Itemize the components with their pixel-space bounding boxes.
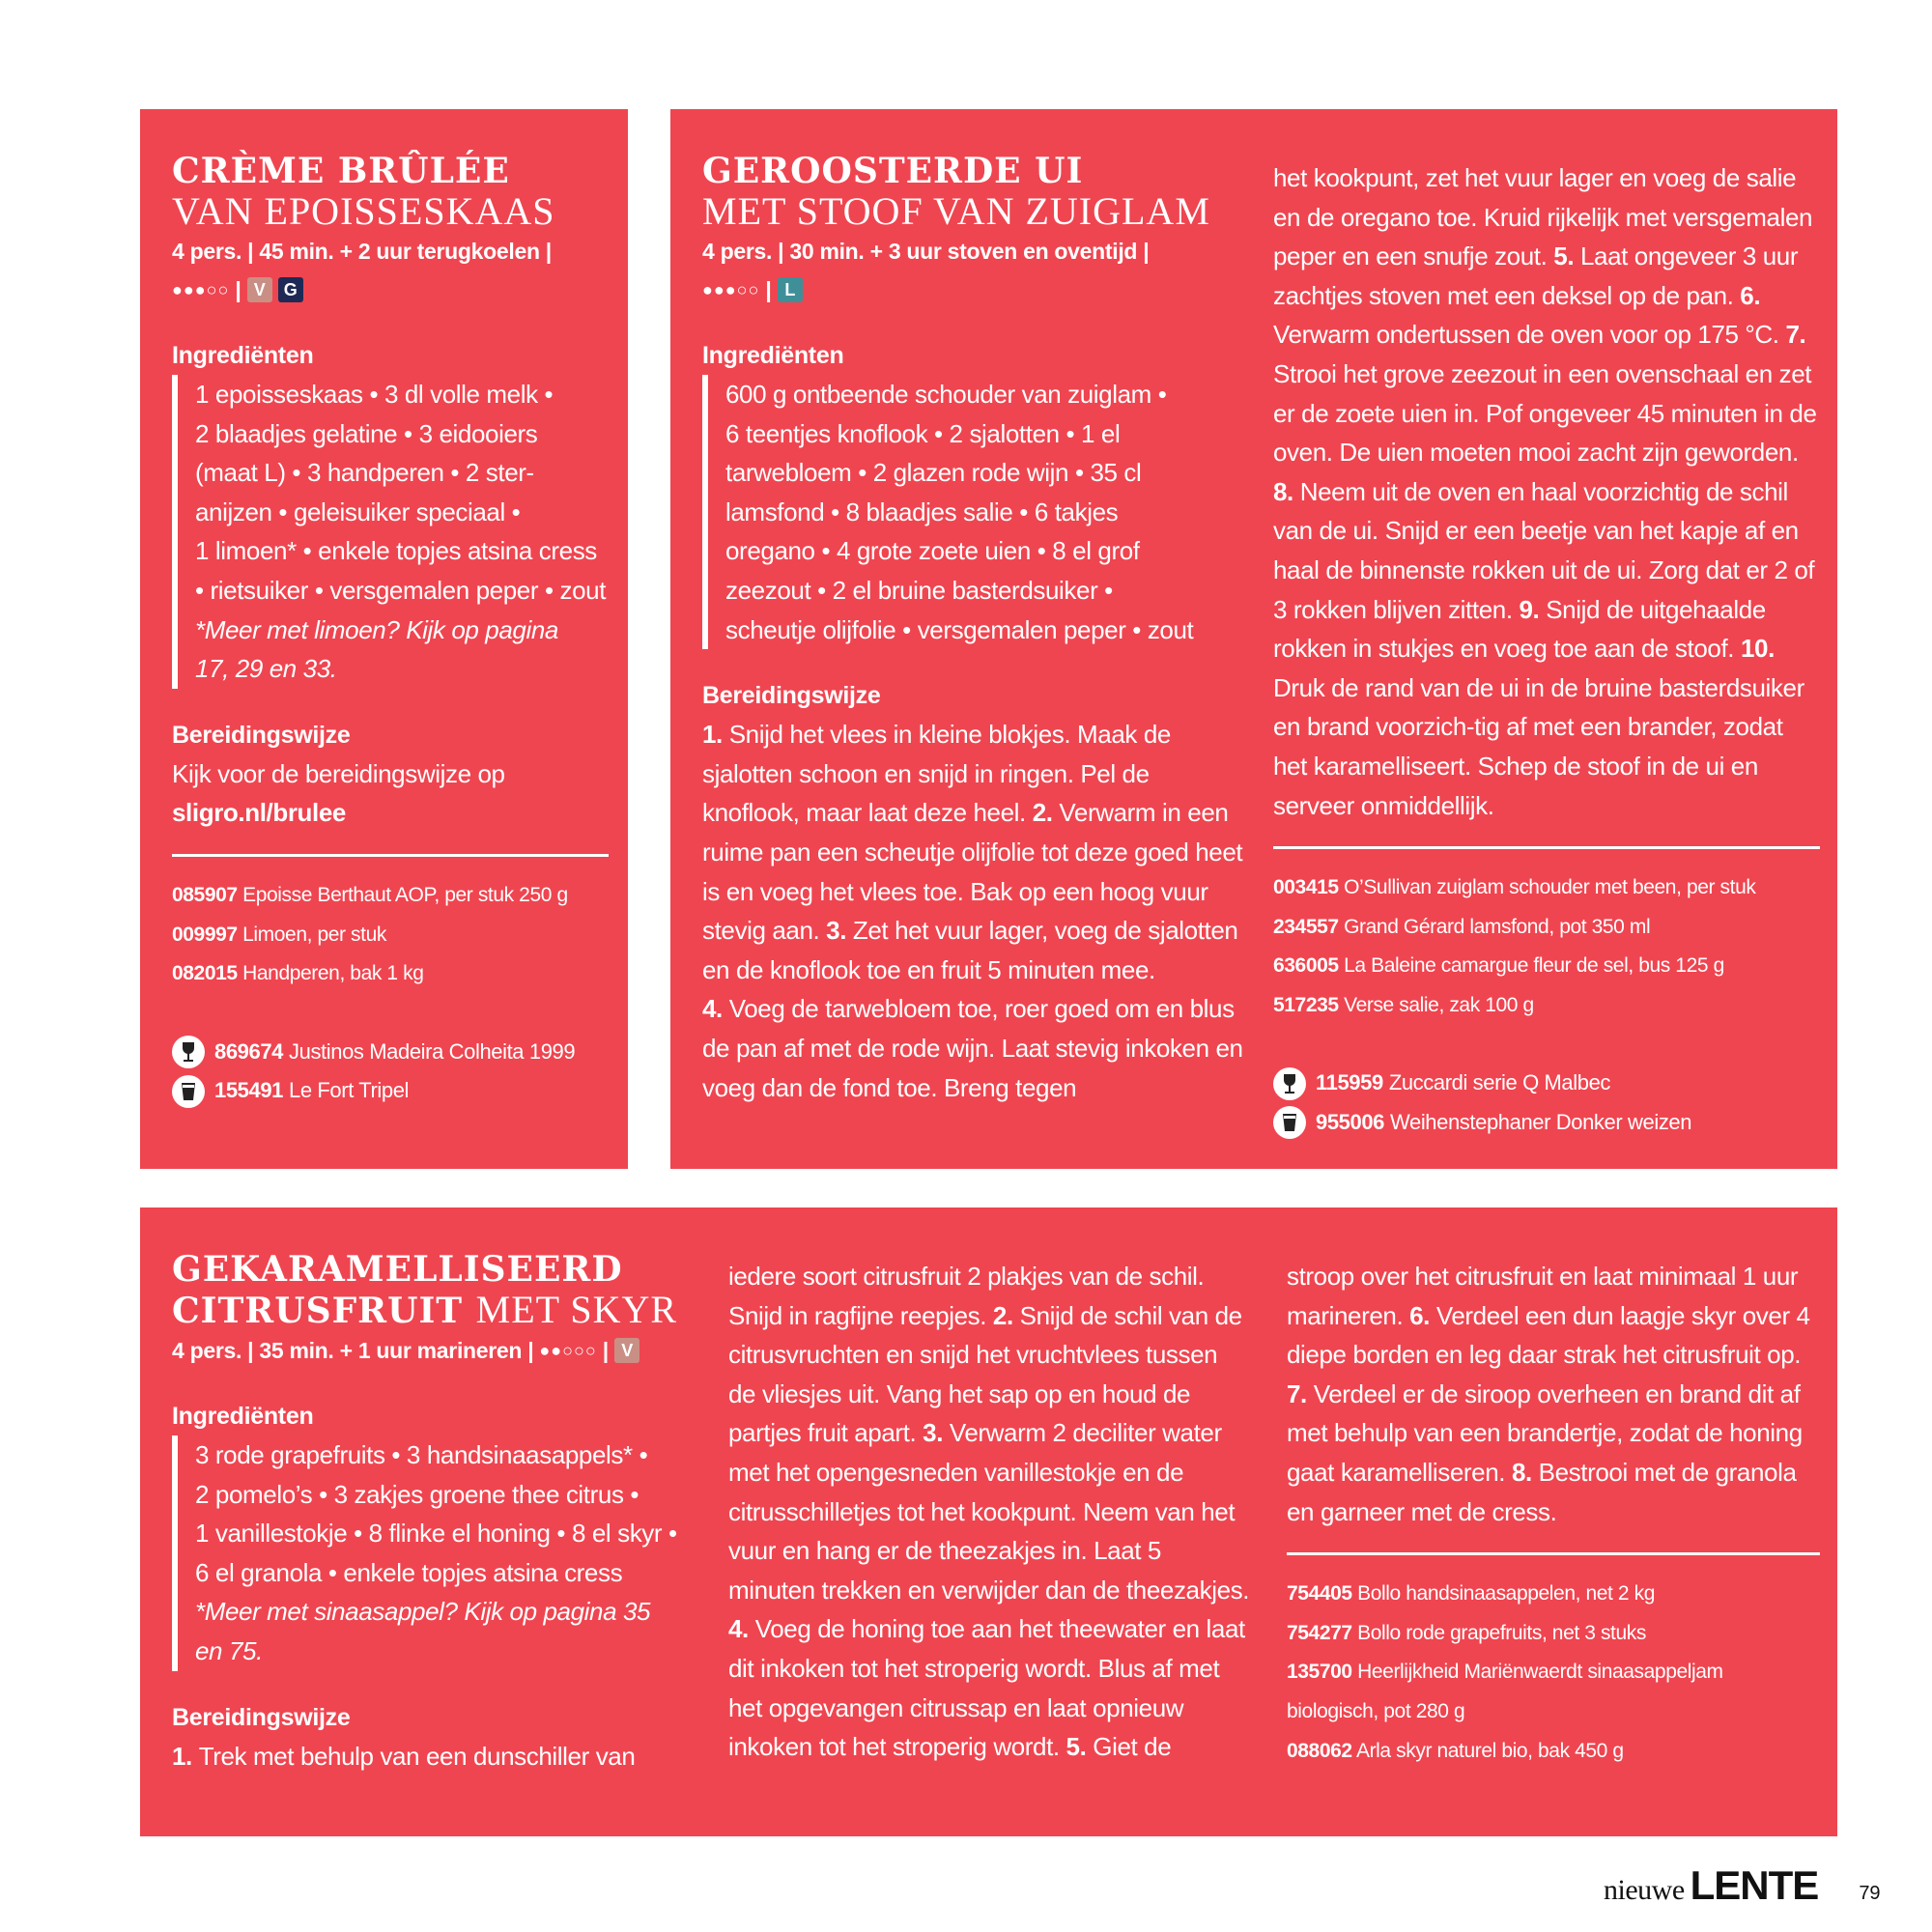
step-text: iedere soort citrusfruit 2 plakjes van de schil. Snijd in ragfijne reepjes. (728, 1262, 1205, 1330)
product-code: 003415 (1273, 876, 1339, 899)
step-text: stroop over het citrusfruit en laat minimaal 1 uur marineren. (1287, 1262, 1799, 1330)
recipe2-column-right (1273, 158, 1820, 1143)
product-name: Grand Gérard lamsfond, pot 350 ml (1344, 915, 1651, 938)
step-text: Verdeel er de siroop overheen en brand dit af met behulp van een brandertje, zodat de honing gaat karamelliseren. (1287, 1378, 1803, 1487)
divider (1287, 1552, 1820, 1555)
step-number: 4. (728, 1614, 749, 1644)
step-text: Trek met behulp van een dunschiller van (191, 1741, 636, 1771)
ingredient-line: 6 teentjes knoflook • 2 sjalotten • 1 el (725, 418, 1121, 448)
recipe2-ingredients (702, 375, 1243, 649)
spacer (1273, 1025, 1820, 1064)
recipe1-ingredients-heading: Ingrediënten (172, 342, 314, 369)
product-code: 517235 (1273, 993, 1339, 1016)
product-line (1287, 1653, 1820, 1692)
product-line (172, 916, 609, 955)
recipe1-column (172, 151, 609, 1111)
ingredient-line: zeezout • 2 el bruine basterdsuiker • (725, 575, 1113, 605)
recipe3-column-right (1287, 1257, 1820, 1771)
recipe1-prep-link[interactable]: sligro.nl/brulee (172, 798, 346, 828)
step-text: Verwarm in een ruime pan een scheutje olijfolie tot deze goed heet is en voeg het vlees toe. Bak op een hoog vuur stevig aan. (702, 798, 1243, 946)
drink-line (1273, 1064, 1820, 1103)
ingredient-line: 2 pomelo’s • 3 zakjes groene thee citrus • (195, 1479, 639, 1509)
product-code: 009997 (172, 923, 238, 946)
product-code: 754405 (1287, 1582, 1352, 1605)
ingredient-line: lamsfond • 8 blaadjes salie • 6 takjes (725, 497, 1119, 526)
recipe1-prep-heading: Bereidingswijze (172, 721, 351, 749)
separator: | (765, 277, 772, 302)
wine-glass-icon (1273, 1067, 1306, 1100)
recipe2-meta: 4 pers. | 30 min. + 3 uur stoven en oventijd | (702, 239, 1150, 264)
recipe3-meta: 4 pers. | 35 min. + 1 uur marineren | (172, 1338, 534, 1363)
product-code: 636005 (1273, 954, 1339, 978)
beer-glass-icon (172, 1075, 205, 1108)
product-name: Verse salie, zak 100 g (1344, 993, 1534, 1016)
drink-name: Le Fort Tripel (289, 1078, 410, 1103)
magazine-name-big: LENTE (1690, 1862, 1819, 1908)
step-number: 6. (1409, 1300, 1430, 1330)
difficulty-dots: ●●●○○ (702, 280, 760, 299)
product-code: 085907 (172, 883, 238, 906)
step-text: Bestrooi met de granola en garneer met de cress. (1287, 1457, 1797, 1526)
step-number: 7. (1287, 1378, 1307, 1408)
product-line (1273, 986, 1820, 1026)
drink-name: Justinos Madeira Colheita 1999 (289, 1038, 576, 1064)
product-line (172, 954, 609, 994)
step-number: 3. (923, 1418, 944, 1448)
recipe2-prep-heading: Bereidingswijze (702, 682, 881, 710)
step-text: Verwarm ondertussen de oven voor op 175 °C. (1273, 320, 1786, 350)
recipe1-difficulty-row (172, 270, 609, 309)
drink-line (172, 1071, 609, 1111)
recipe3-title-line2 (172, 1290, 694, 1331)
ingredient-line: 1 limoen* • enkele topjes atsina cress (195, 536, 597, 566)
step-text: Neem uit de oven en haal voorzichtig de schil van de ui. Snijd er een beetje van het kapje af en haal de binnenste rokken uit de ui. Zorg dat er 2 of 3 rokken blijven zitten. (1273, 476, 1815, 624)
beer-glass-icon (1273, 1106, 1306, 1139)
ingredient-line: tarwebloem • 2 glazen rode wijn • 35 cl (725, 458, 1142, 488)
product-name: Epoisse Berthaut AOP, per stuk 250 g (242, 883, 568, 906)
ingredient-line: • rietsuiker • versgemalen peper • zout (195, 575, 607, 605)
recipe3-column-middle (728, 1257, 1250, 1767)
recipe2-title-light: MET STOOF VAN ZUIGLAM (702, 189, 1210, 233)
product-name: La Baleine camargue fleur de sel, bus 125 g (1344, 954, 1724, 978)
divider (1273, 846, 1820, 849)
magazine-name-small: nieuwe (1604, 1874, 1685, 1906)
product-line (1273, 947, 1820, 986)
step-text: Giet de (1086, 1732, 1172, 1762)
divider (172, 854, 609, 857)
product-line (172, 876, 609, 916)
product-code: 088062 (1287, 1739, 1352, 1762)
product-code: 754277 (1287, 1621, 1352, 1644)
recipe3-steps-part3 (1287, 1257, 1820, 1531)
step-number: 8. (1273, 476, 1293, 506)
ingredient-line: scheutje olijfolie • versgemalen peper • zout (725, 614, 1194, 644)
page-number: 79 (1859, 1883, 1881, 1904)
ingredient-note: 17, 29 en 33. (195, 654, 337, 684)
product-name: Heerlijkheid Mariënwaerdt sinaasappeljam (1357, 1661, 1723, 1684)
step-text: Snijd het vlees in kleine blokjes. Maak de sjalotten schoon en snijd in ringen. Pel de knoflook, maar laat deze heel. (702, 720, 1171, 828)
ingredient-line: anijzen • geleisuiker speciaal • (195, 497, 521, 526)
recipe3-steps-part2 (728, 1257, 1250, 1767)
ingredient-line: oregano • 4 grote zoete uien • 8 el grof (725, 536, 1140, 566)
product-name: biologisch, pot 280 g (1287, 1699, 1465, 1722)
ingredient-line: 6 el granola • enkele topjes atsina cress (195, 1557, 623, 1587)
separator: | (235, 277, 242, 302)
step-text: Verdeel een dun laagje skyr over 4 diepe borden en leg daar strak het citrusfruit op. (1287, 1300, 1810, 1370)
step-number: 10. (1740, 634, 1775, 664)
step-text: Snijd de uitgehaalde rokken in stukjes en voeg toe aan de stoof. (1273, 594, 1766, 664)
product-code: 135700 (1287, 1661, 1352, 1684)
recipe1-products (172, 876, 609, 994)
product-code: 082015 (172, 962, 238, 985)
step-number: 7. (1785, 320, 1806, 350)
recipe1-title-bold: CRÈME BRÛLÉE (172, 151, 510, 191)
wine-glass-icon (172, 1036, 205, 1068)
step-number: 4. (702, 994, 723, 1024)
drink-code: 869674 (214, 1038, 284, 1064)
product-line (1287, 1614, 1820, 1654)
recipe3-title-light: MET SKYR (475, 1288, 678, 1331)
step-number: 5. (1553, 242, 1575, 271)
recipe3-steps-part1 (172, 1737, 694, 1776)
product-name: Handperen, bak 1 kg (242, 962, 424, 985)
badge-l: L (778, 277, 803, 302)
product-name: O’Sullivan zuiglam schouder met been, per stuk (1344, 876, 1756, 899)
spacer (172, 994, 609, 1033)
step-text: Verwarm 2 deciliter water met het opengesneden vanillestokje en de citrusschilletjes tot het kookpunt. Neem van het vuur en hang er de theezakjes in. Laat 5 minuten trekken en verwijder dan de theezakjes. (728, 1418, 1250, 1605)
drink-name: Zuccardi serie Q Malbec (1388, 1070, 1611, 1095)
ingredient-line: 2 blaadjes gelatine • 3 eidooiers (195, 418, 538, 448)
difficulty-dots: ●●●○○ (172, 280, 230, 299)
step-text: het kookpunt, zet het vuur lager en voeg de salie en de oregano toe. Kruid rijkelijk met versgemalen peper en een snufje zout. (1273, 163, 1813, 271)
ingredient-note: en 75. (195, 1635, 263, 1665)
step-text: Voeg de tarwebloem toe, roer goed om en blus de pan af met de rode wijn. Laat stevig inkoken en voeg dan de fond toe. Breng tegen (702, 994, 1243, 1102)
badge-vegetarian: V (614, 1338, 639, 1363)
ingredient-line: 3 rode grapefruits • 3 handsinaasappels* • (195, 1440, 648, 1469)
step-text: Laat ongeveer 3 uur zachtjes stoven met een deksel op de pan. (1273, 242, 1799, 310)
product-name: Bollo rode grapefruits, net 3 stuks (1357, 1621, 1646, 1644)
recipe2-steps-part1 (702, 715, 1243, 1107)
recipe2-ingredients-heading: Ingrediënten (702, 342, 844, 369)
drink-code: 115959 (1316, 1070, 1383, 1095)
step-number: 8. (1511, 1457, 1532, 1487)
step-number: 3. (826, 916, 847, 946)
recipe3-title-bold-2: CITRUSFRUIT (172, 1291, 464, 1331)
recipe3-ingredients (172, 1435, 694, 1671)
step-number: 6. (1740, 280, 1761, 310)
product-line (1287, 1692, 1820, 1732)
product-name: Bollo handsinaasappelen, net 2 kg (1357, 1582, 1656, 1605)
recipe3-meta-row (172, 1331, 694, 1370)
step-text: Snijd de schil van de citrusvruchten en snijd het vruchtvlees tussen de vliesjes uit. Vang het sap op en houd de partjes fruit apart. (728, 1300, 1242, 1448)
product-name: Limoen, per stuk (242, 923, 386, 946)
step-number: 2. (1032, 798, 1053, 828)
recipe1-title-light: VAN EPOISSESKAAS (172, 189, 555, 233)
recipe1-meta: 4 pers. | 45 min. + 2 uur terugkoelen | (172, 239, 552, 264)
product-code: 234557 (1273, 915, 1339, 938)
recipe2-products (1273, 868, 1820, 1025)
recipe3-prep-heading: Bereidingswijze (172, 1703, 351, 1731)
drink-line (1273, 1103, 1820, 1143)
step-text: Strooi het grove zeezout in een ovenschaal en zet er de zoete uien in. Pof ongeveer 45 minuten in de oven. De uien moeten mooi zacht zijn geworden. (1273, 358, 1817, 468)
difficulty-dots: ●●○○○ (539, 1341, 597, 1360)
separator: | (602, 1338, 610, 1363)
recipe3-products (1287, 1575, 1820, 1771)
recipe1-prep-text: Kijk voor de bereidingswijze op (172, 758, 505, 788)
recipe3-ingredients-heading: Ingrediënten (172, 1403, 314, 1430)
step-text: Druk de rand van de ui in de bruine basterdsuiker en brand voorzich-tig af met een brander, zodat het karamelliseert. Schep de stoof in de ui en serveer onmiddellijk. (1273, 672, 1804, 820)
recipe2-title-bold: GEROOSTERDE UI (702, 151, 1084, 191)
product-line (1287, 1732, 1820, 1772)
recipe3-title-bold-1: GEKARAMELLISEERD (172, 1249, 623, 1290)
recipe3-column-left (172, 1249, 694, 1776)
step-text: Voeg de honing toe aan het theewater en laat dit inkoken tot het stroperig wordt. Blus af met het opgevangen citrussap en laat opnieuw inkoken tot het stroperig wordt. (728, 1614, 1245, 1762)
step-text: Zet het vuur lager, voeg de sjalotten en de knoflook toe en fruit 5 minuten mee. (702, 916, 1238, 984)
step-number: 1. (172, 1741, 192, 1771)
page-footer (1604, 1862, 1881, 1909)
step-number: 2. (992, 1300, 1013, 1330)
ingredient-note: *Meer met limoen? Kijk op pagina (195, 614, 558, 644)
product-line (1287, 1575, 1820, 1614)
ingredient-line: 1 epoisseskaas • 3 dl volle melk • (195, 380, 554, 409)
recipe2-difficulty-row (702, 270, 1243, 309)
recipe2-steps-part2 (1273, 158, 1820, 825)
product-name: Arla skyr naturel bio, bak 450 g (1355, 1739, 1624, 1762)
product-line (1273, 908, 1820, 948)
ingredient-line: 600 g ontbeende schouder van zuiglam • (725, 380, 1167, 409)
badge-g: G (278, 277, 303, 302)
recipe1-ingredients (172, 375, 609, 689)
step-number: 1. (702, 720, 723, 750)
drink-name: Weihenstephaner Donker weizen (1390, 1110, 1692, 1135)
ingredient-line: (maat L) • 3 handperen • 2 ster- (195, 458, 534, 488)
ingredient-note: *Meer met sinaasappel? Kijk op pagina 35 (195, 1597, 651, 1627)
drink-line (172, 1033, 609, 1072)
recipe2-column-left (702, 151, 1243, 1107)
badge-vegetarian: V (247, 277, 272, 302)
step-number: 9. (1519, 594, 1540, 624)
step-number: 5. (1065, 1732, 1087, 1762)
drink-code: 155491 (214, 1078, 284, 1103)
drink-code: 955006 (1316, 1110, 1385, 1135)
ingredient-line: 1 vanillestokje • 8 flinke el honing • 8 el skyr • (195, 1519, 677, 1548)
product-line (1273, 868, 1820, 908)
